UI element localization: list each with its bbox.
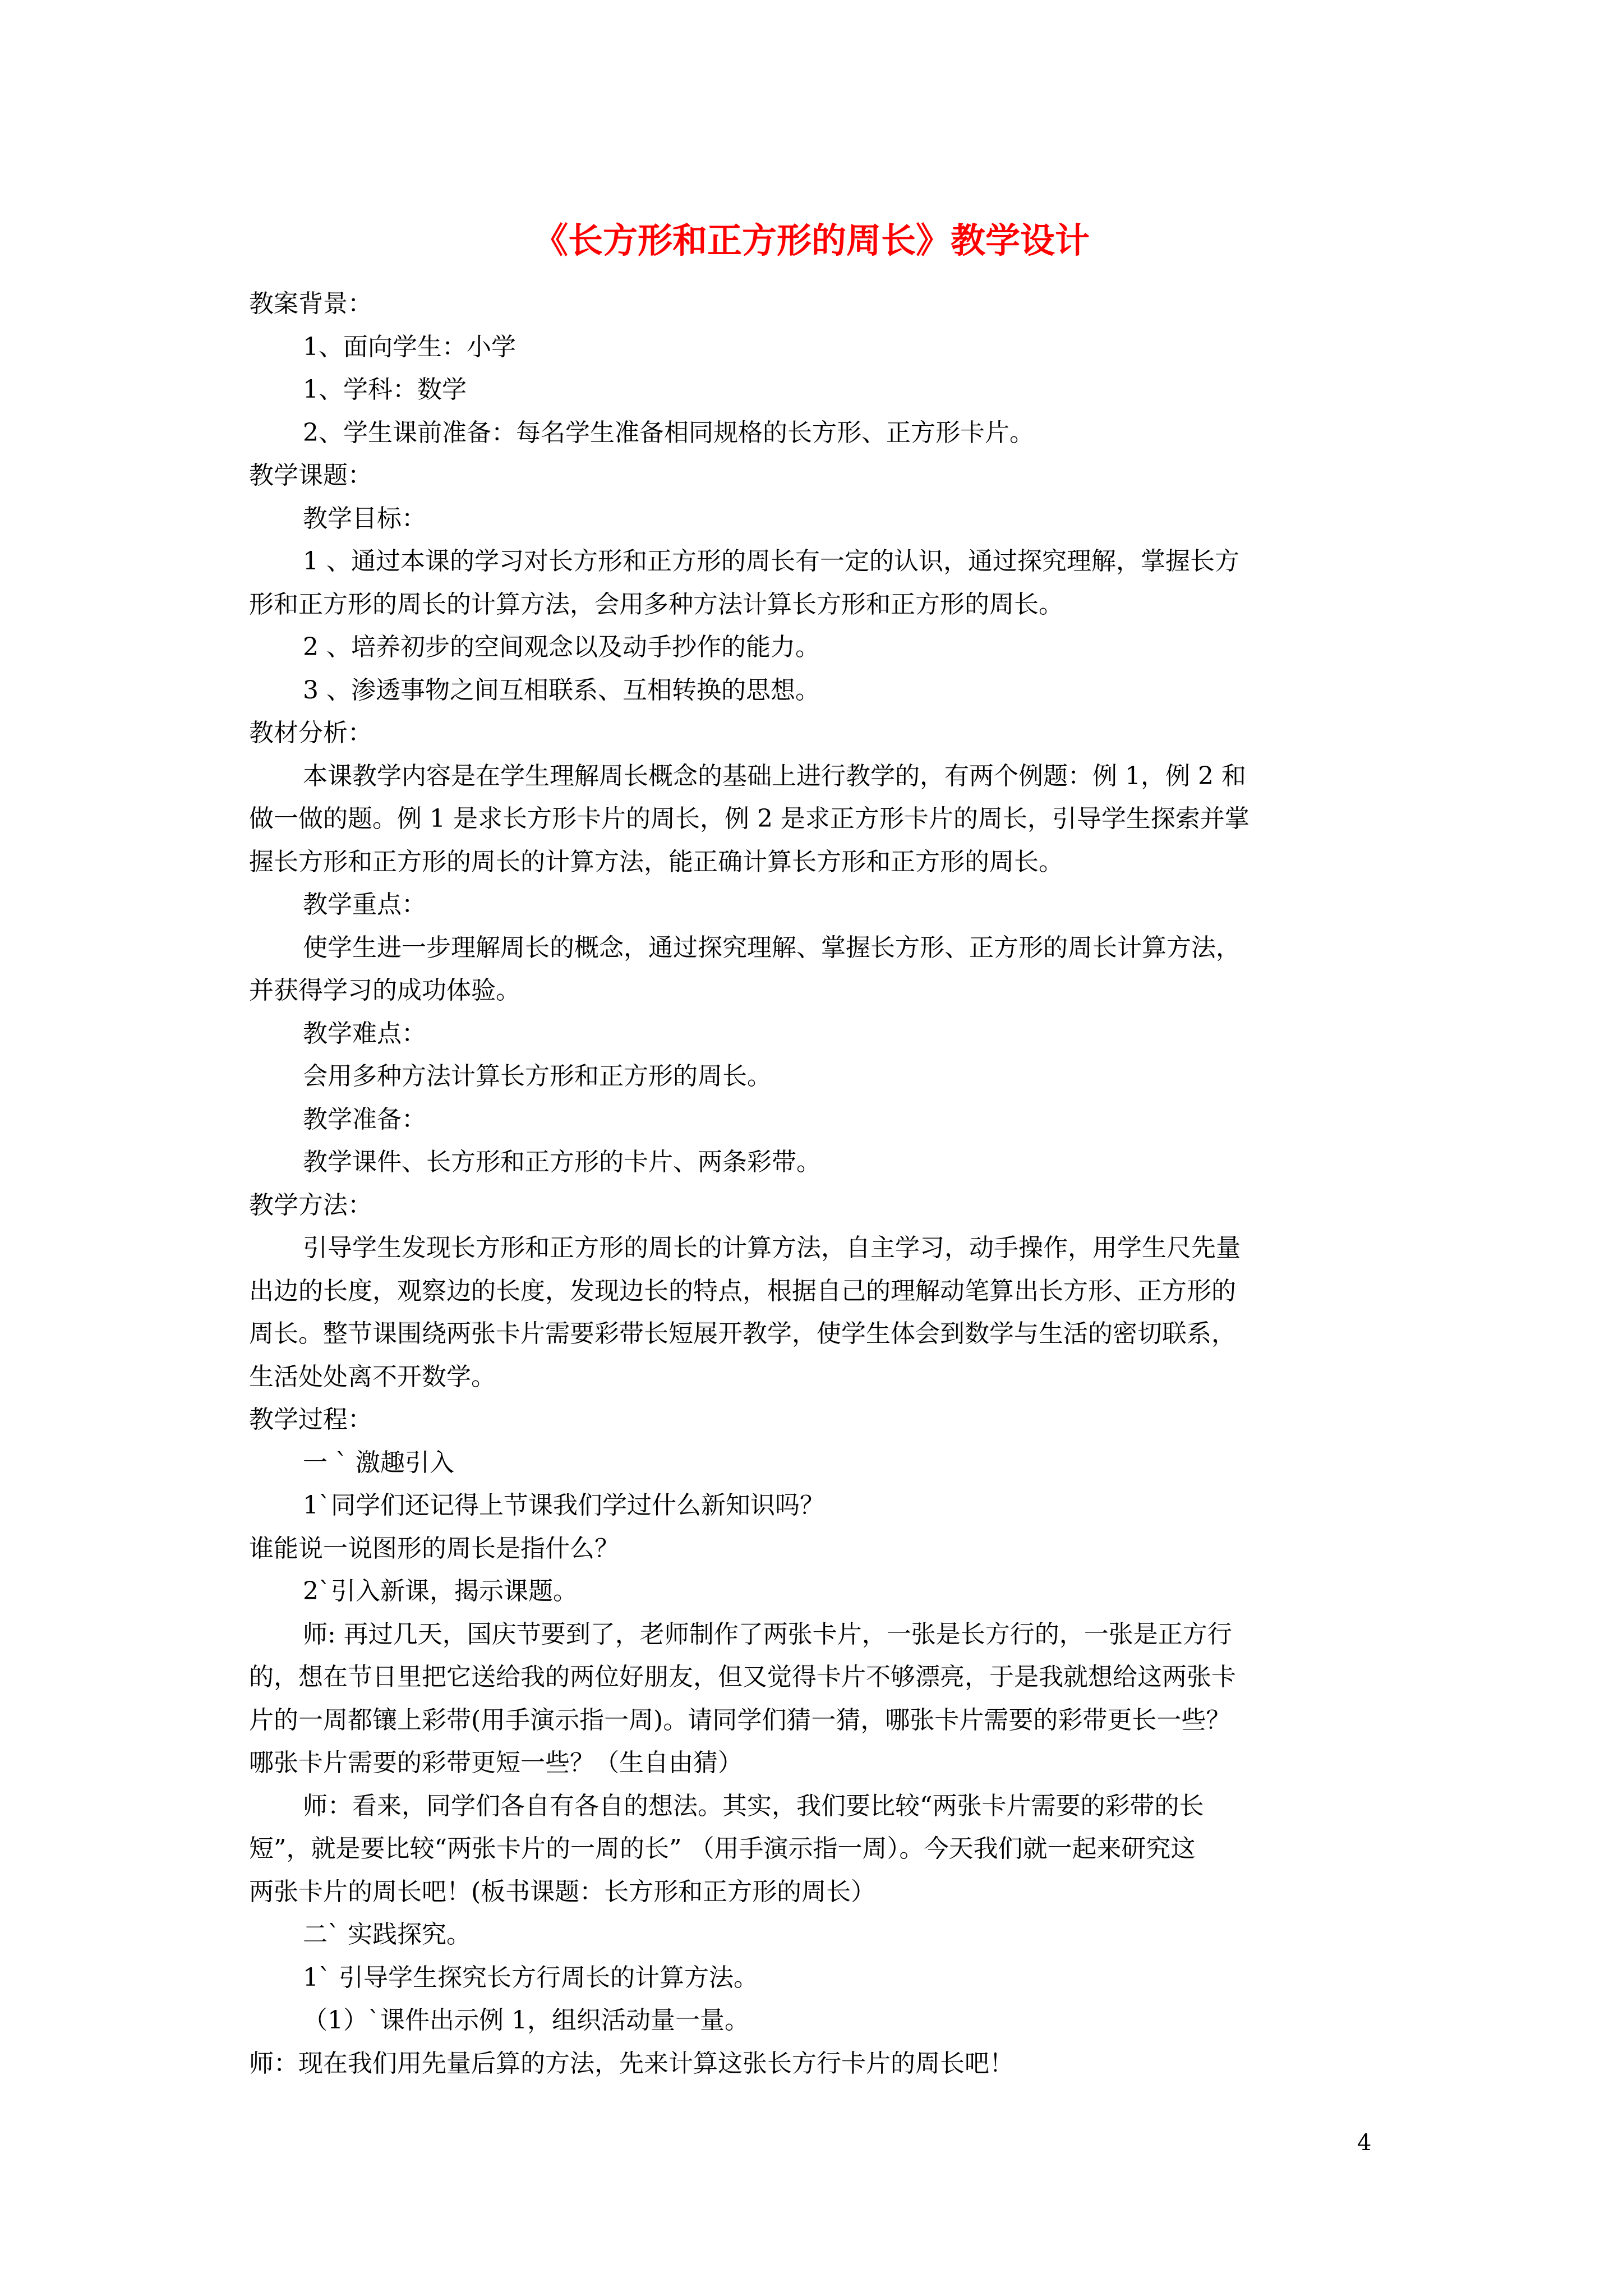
text-line: 二` 实践探究。 [303, 1920, 471, 1949]
text-line: 1、面向学生：小学 [303, 332, 516, 361]
text-line: 做一做的题。例 1 是求长方形卡片的周长，例 2 是求正方形卡片的周长，引导学生探索并掌 [249, 804, 1249, 833]
text-line: 1 、通过本课的学习对长方形和正方形的周长有一定的认识，通过探究理解，掌握长方 [303, 547, 1239, 576]
text-line: 谁能说一说图形的周长是指什么？ [249, 1534, 619, 1563]
text-line: 教学方法： [249, 1190, 372, 1220]
text-line: 形和正方形的周长的计算方法，会用多种方法计算长方形和正方形的周长。 [249, 590, 1063, 619]
document-title: 《长方形和正方形的周长》教学设计 [533, 220, 1090, 261]
text-line: 两张卡片的周长吧！(板书课题：长方形和正方形的周长） [249, 1877, 876, 1906]
text-line: 教学课题： [249, 461, 372, 490]
text-line: 哪张卡片需要的彩带更短一些？（生自由猜） [249, 1749, 743, 1777]
text-line: 1` 引导学生探究长方行周长的计算方法。 [303, 1963, 758, 1992]
text-line: （1）`课件出示例 1，组织活动量一量。 [303, 2006, 749, 2035]
text-line: 师: 再过几天，国庆节要到了，老师制作了两张卡片，一张是长方行的，一张是正方行 [303, 1619, 1232, 1649]
text-line: 教学目标： [303, 504, 426, 533]
text-line: 2 、培养初步的空间观念以及动手抄作的能力。 [303, 633, 820, 661]
text-line: 使学生进一步理解周长的概念，通过探究理解、掌握长方形、正方形的周长计算方法， [303, 933, 1241, 962]
text-line: 并获得学习的成功体验。 [249, 976, 520, 1005]
text-line: 1`同学们还记得上节课我们学过什么新知识吗？ [303, 1491, 824, 1520]
text-line: 出边的长度，观察边的长度，发现边长的特点，根据自己的理解动笔算出长方形、正方形的 [249, 1276, 1236, 1305]
text-line: 教学准备： [303, 1105, 426, 1134]
text-line: 2、学生课前准备：每名学生准备相同规格的长方形、正方形卡片。 [303, 418, 1034, 447]
text-line: 师：现在我们用先量后算的方法，先来计算这张长方行卡片的周长吧！ [249, 2049, 1014, 2078]
text-line: 教学难点： [303, 1019, 426, 1048]
text-line: 短”，就是要比较“两张卡片的一周的长” （用手演示指一周）。今天我们就一起来研究这 [249, 1834, 1196, 1863]
text-line: 的，想在节日里把它送给我的两位好朋友，但又觉得卡片不够漂亮，于是我就想给这两张卡 [249, 1663, 1236, 1691]
text-line: 一 ` 激趣引入 [303, 1448, 454, 1477]
document-body [249, 283, 1391, 2085]
text-line: 2`引入新课，揭示课题。 [303, 1577, 578, 1605]
text-line: 3 、渗透事物之间互相联系、互相转换的思想。 [303, 675, 820, 705]
text-line: 教学重点： [303, 890, 426, 919]
text-line: 教材分析： [249, 719, 372, 747]
text-line: 片的一周都镶上彩带(用手演示指一周)。请同学们猜一猜，哪张卡片需要的彩带更长一些？ [249, 1705, 1231, 1734]
page-number: 4 [1357, 2130, 1372, 2156]
text-line: 生活处处离不开数学。 [249, 1362, 496, 1391]
text-line: 握长方形和正方形的周长的计算方法，能正确计算长方形和正方形的周长。 [249, 847, 1063, 876]
text-line: 教学过程： [249, 1405, 372, 1434]
text-line: 本课教学内容是在学生理解周长概念的基础上进行教学的，有两个例题：例 1，例 2 和 [303, 761, 1246, 790]
text-line: 1、学科：数学 [303, 375, 467, 404]
text-line: 师：看来，同学们各自有各自的想法。其实，我们要比较“两张卡片需要的彩带的长 [303, 1791, 1204, 1820]
text-line: 会用多种方法计算长方形和正方形的周长。 [303, 1062, 772, 1091]
text-line: 教学课件、长方形和正方形的卡片、两条彩带。 [303, 1148, 821, 1176]
text-line: 周长。整节课围绕两张卡片需要彩带长短展开教学，使学生体会到数学与生活的密切联系， [249, 1319, 1236, 1348]
text-line: 引导学生发现长方形和正方形的周长的计算方法，自主学习，动手操作，用学生尺先量 [303, 1234, 1241, 1262]
text-line: 教案背景： [249, 289, 372, 318]
